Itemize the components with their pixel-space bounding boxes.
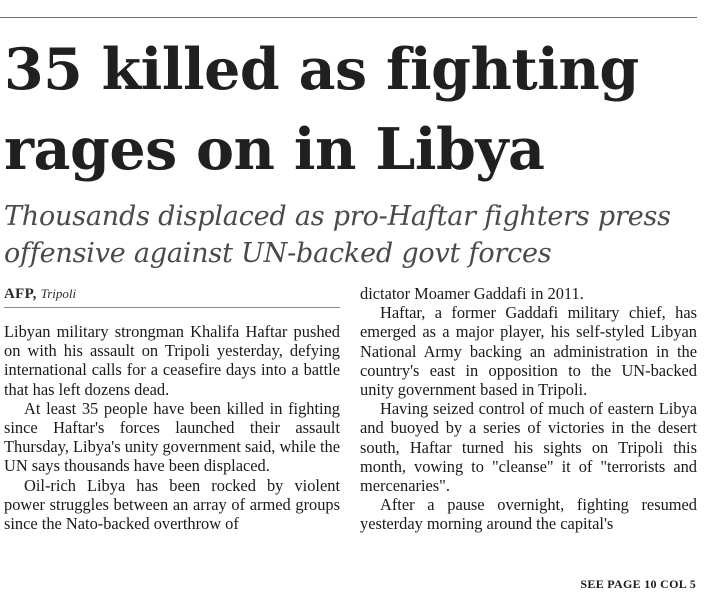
article-column-left: [4, 322, 340, 533]
paragraph: Haftar, a former Gaddafi military chief, has emerged as a major player, his self-styled Libyan National Army backing an administration in the country's east in opposition to the UN-backed unity government based in Tripoli.: [360, 303, 697, 400]
subheadline: [4, 198, 701, 272]
paragraph: Having seized control of much of eastern Libya and buoyed by a series of victories in the desert south, Haftar turned his sights on Tripoli this month, vowing to "cleanse" it of "terrorists and mercenaries".: [360, 399, 697, 496]
headline: [4, 30, 701, 190]
subheadline-line-1: Thousands displaced as pro-Haftar fighters press: [4, 201, 671, 232]
paragraph: dictator Moamer Gaddafi in 2011.: [360, 284, 584, 303]
byline: [4, 285, 76, 303]
byline-agency: AFP,: [4, 286, 37, 302]
byline-rule: [4, 307, 340, 308]
paragraph: At least 35 people have been killed in fighting since Haftar's forces launched their assault Thursday, Libya's unity government said, while the UN says thousands have been displaced.: [4, 398, 341, 476]
top-rule: [0, 17, 697, 18]
paragraph: Libyan military strongman Khalifa Haftar pushed on with his assault on Tripoli yesterday, defying international calls for a ceasefire days into a battle that has left dozens dead.: [4, 322, 340, 399]
continuation-jump: SEE PAGE 10 COL 5: [580, 577, 696, 591]
byline-place: Tripoli: [40, 286, 77, 301]
headline-line-1: 35 killed as fighting: [4, 36, 639, 103]
headline-line-2: rages on in Libya: [4, 116, 545, 183]
paragraph: After a pause overnight, fighting resumed yesterday morning around the capital's: [360, 495, 697, 534]
paragraph: Oil-rich Libya has been rocked by violent power struggles between an array of armed groups since the Nato-backed overthrow of: [4, 475, 340, 534]
article-column-right: [360, 284, 697, 534]
subheadline-line-2: offensive against UN-backed govt forces: [4, 238, 552, 269]
